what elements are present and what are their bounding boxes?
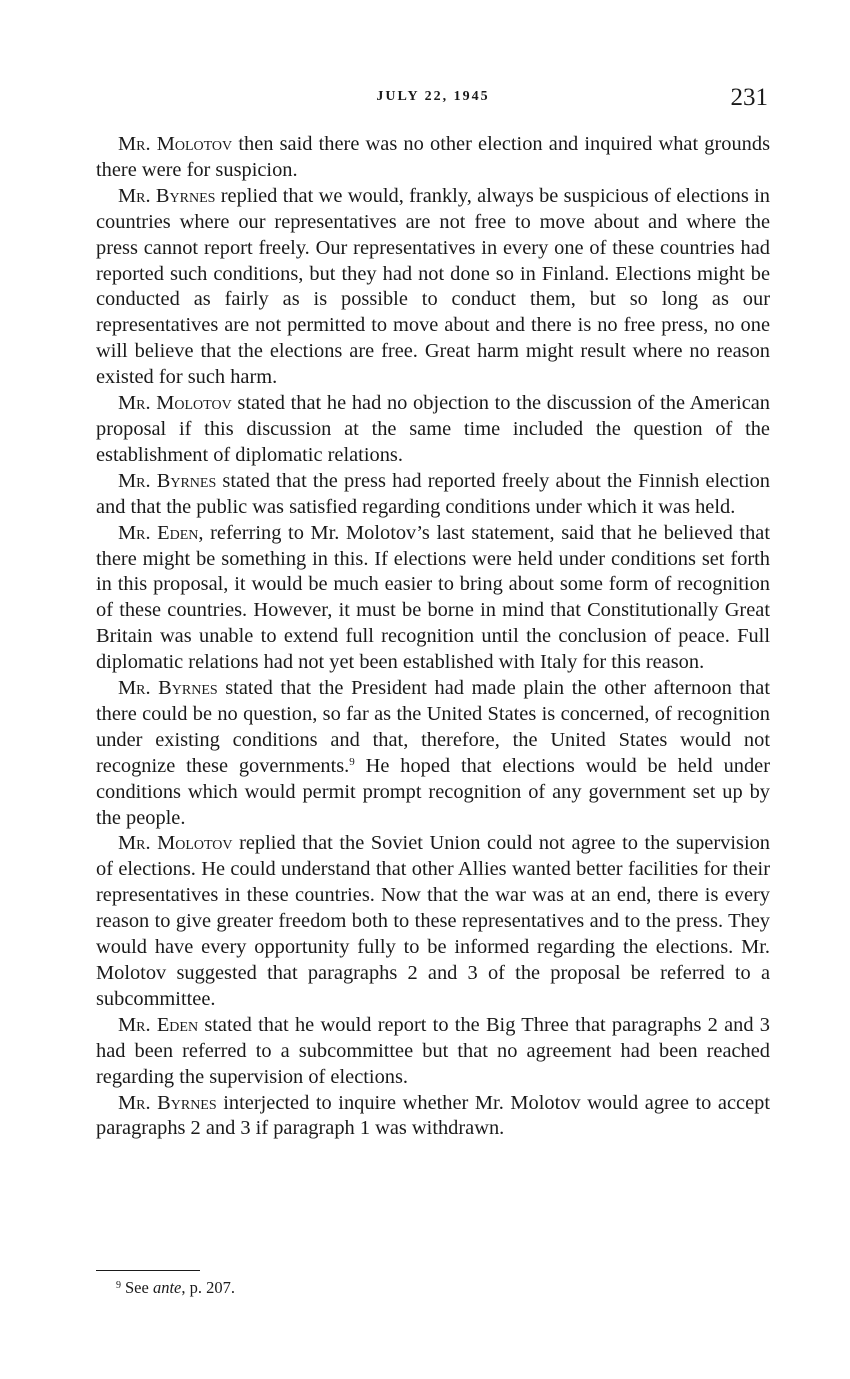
speaker-name: Mr. Byrnes xyxy=(118,677,218,700)
paragraph xyxy=(96,184,770,391)
footnote-emphasis: ante xyxy=(152,1278,182,1297)
speaker-name: Mr. Eden xyxy=(118,1013,199,1036)
footnote-divider xyxy=(96,1270,200,1271)
paragraph xyxy=(96,469,770,521)
paragraph-text: stated that he would report to the Big Three that paragraphs 2 and 3 had been referred to a subcommittee but that no agreement had been reached regarding the supervision of elections. xyxy=(96,1013,770,1088)
body-text xyxy=(96,132,770,1142)
paragraph xyxy=(96,831,770,1012)
paragraph xyxy=(96,676,770,831)
speaker-name: Mr. Byrnes xyxy=(118,469,217,492)
footnote-prefix: See xyxy=(125,1278,153,1297)
paragraph-text: stated that the press had reported freely about the Finnish election and that the public was satisfied regarding conditions under which it was held. xyxy=(96,469,770,518)
paragraph-text: then said there was no other election and inquired what grounds there were for suspicion. xyxy=(96,133,771,181)
page-header xyxy=(96,84,770,114)
footnote-suffix: , p. 207. xyxy=(181,1278,235,1297)
paragraph-text: stated that he had no objection to the discussion of the American proposal if this discussion at the same time included the question of the establishment of diplomatic relations. xyxy=(96,392,770,466)
speaker-name: Mr. Byrnes xyxy=(118,184,216,207)
page-number: 231 xyxy=(730,84,768,111)
paragraph xyxy=(96,1091,770,1143)
speaker-name: Mr. Molotov xyxy=(118,133,233,155)
paragraph-text: replied that the Soviet Union could not agree to the supervision of elections. He could understand that other Allies wanted better facilities for their representatives in these countries. Now that the war was at an end, there is every reason to give greater freedom both to these representatives and to the press. They would have every opportunity fully to be informed regarding the elections. Mr. Molotov suggested that paragraphs 2 and 3 of the proposal be referred to a subcommittee. xyxy=(96,832,771,1010)
footnote xyxy=(116,1275,235,1299)
speaker-name: Mr. Molotov xyxy=(118,392,232,415)
paragraph xyxy=(96,391,770,469)
speaker-name: Mr. Molotov xyxy=(118,832,233,855)
paragraph-text: interjected to inquire whether Mr. Molotov would agree to accept paragraphs 2 and 3 if paragraph 1 was withdrawn. xyxy=(96,1091,770,1140)
speaker-name: Mr. Byrnes xyxy=(118,1091,217,1114)
footnote-mark: 9 xyxy=(116,1280,121,1291)
paragraph-text: stated that the President had made plain the other afternoon that there could be no question, so far as the United States is concerned, of recognition under existing conditions and that, therefore, the United States would not recognize these governments. xyxy=(96,677,770,777)
paragraph-text-continued: He hoped that elections would be held under conditions which would permit prompt recognition of any government set up by the people. xyxy=(96,754,770,829)
speaker-name: Mr. Eden xyxy=(118,521,199,544)
running-head: JULY 22, 1945 xyxy=(376,89,490,104)
paragraph-text: replied that we would, frankly, always be suspicious of elections in countries where our representatives are not free to move about and where the press cannot report freely. Our representatives in every one of these countries had reported such conditions, but they had not done so in Finland. Elections might be conducted as fairly as is possible to conduct them, but so long as our representatives are not permitted to move about and there is no free press, no one will believe that the elections are free. Great harm might result where no reason existed for such harm. xyxy=(96,184,770,389)
paragraph xyxy=(96,132,770,184)
paragraph xyxy=(96,521,770,676)
paragraph-text: , referring to Mr. Molotov’s last statement, said that he believed that there might be something in this. If elections were held under conditions set forth in this proposal, it would be much easier to bring about some form of recognition of these countries. However, it must be borne in mind that Constitutionally Great Britain was unable to extend full recognition until the conclusion of peace. Full diplomatic relations had not yet been established with Italy for this reason. xyxy=(96,521,770,674)
paragraph xyxy=(96,1013,770,1091)
footnote-reference: 9 xyxy=(349,755,355,768)
